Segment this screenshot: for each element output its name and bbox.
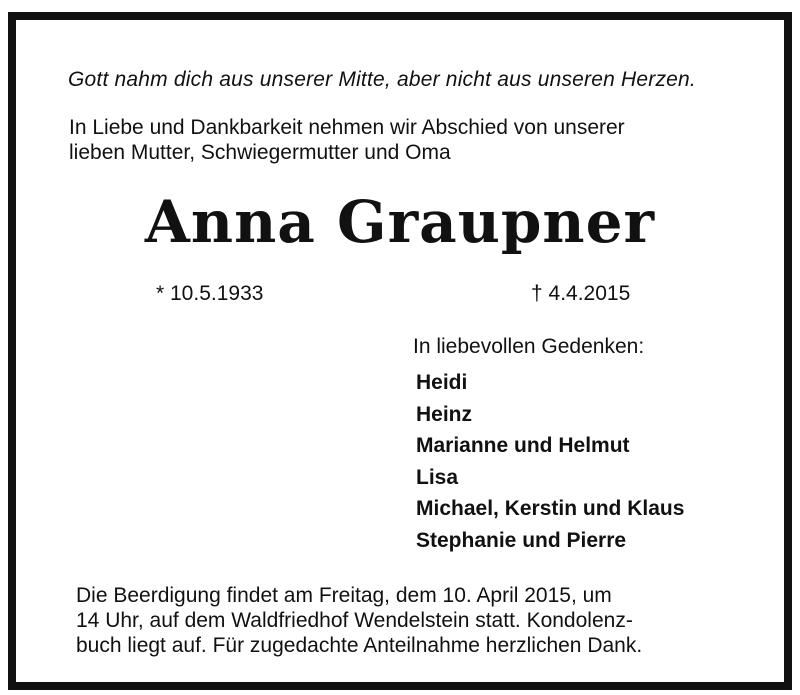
funeral-line: 14 Uhr, auf dem Waldfriedhof Wendelstein statt. Kondolenz- bbox=[76, 609, 633, 632]
death-date: † 4.4.2015 bbox=[531, 282, 631, 305]
mourner-name: Stephanie und Pierre bbox=[416, 528, 627, 552]
intro-line: lieben Mutter, Schwiegermutter und Oma bbox=[69, 141, 451, 164]
motto-line: Gott nahm dich aus unserer Mitte, aber nicht aus unseren Herzen. bbox=[68, 68, 696, 91]
mourner-name: Lisa bbox=[416, 465, 459, 489]
mourner-name: Heinz bbox=[416, 402, 473, 426]
deceased-name: Anna Graupner bbox=[144, 188, 656, 256]
mourner-name: Michael, Kerstin und Klaus bbox=[416, 497, 685, 520]
memory-label: In liebevollen Gedenken: bbox=[413, 335, 645, 358]
mourner-name: Marianne und Helmut bbox=[416, 434, 630, 457]
mourner-name: Heidi bbox=[416, 371, 468, 394]
funeral-line: Die Beerdigung findet am Freitag, dem 10. April 2015, um bbox=[76, 584, 612, 607]
birth-date: * 10.5.1933 bbox=[156, 282, 264, 305]
funeral-info bbox=[76, 583, 756, 658]
funeral-line: buch liegt auf. Für zugedachte Anteilnahme herzlichen Dank. bbox=[76, 634, 643, 657]
mourners-list bbox=[416, 367, 684, 556]
obituary-notice bbox=[8, 12, 792, 690]
intro-text bbox=[69, 115, 769, 165]
intro-line: In Liebe und Dankbarkeit nehmen wir Abschied von unserer bbox=[69, 116, 625, 139]
